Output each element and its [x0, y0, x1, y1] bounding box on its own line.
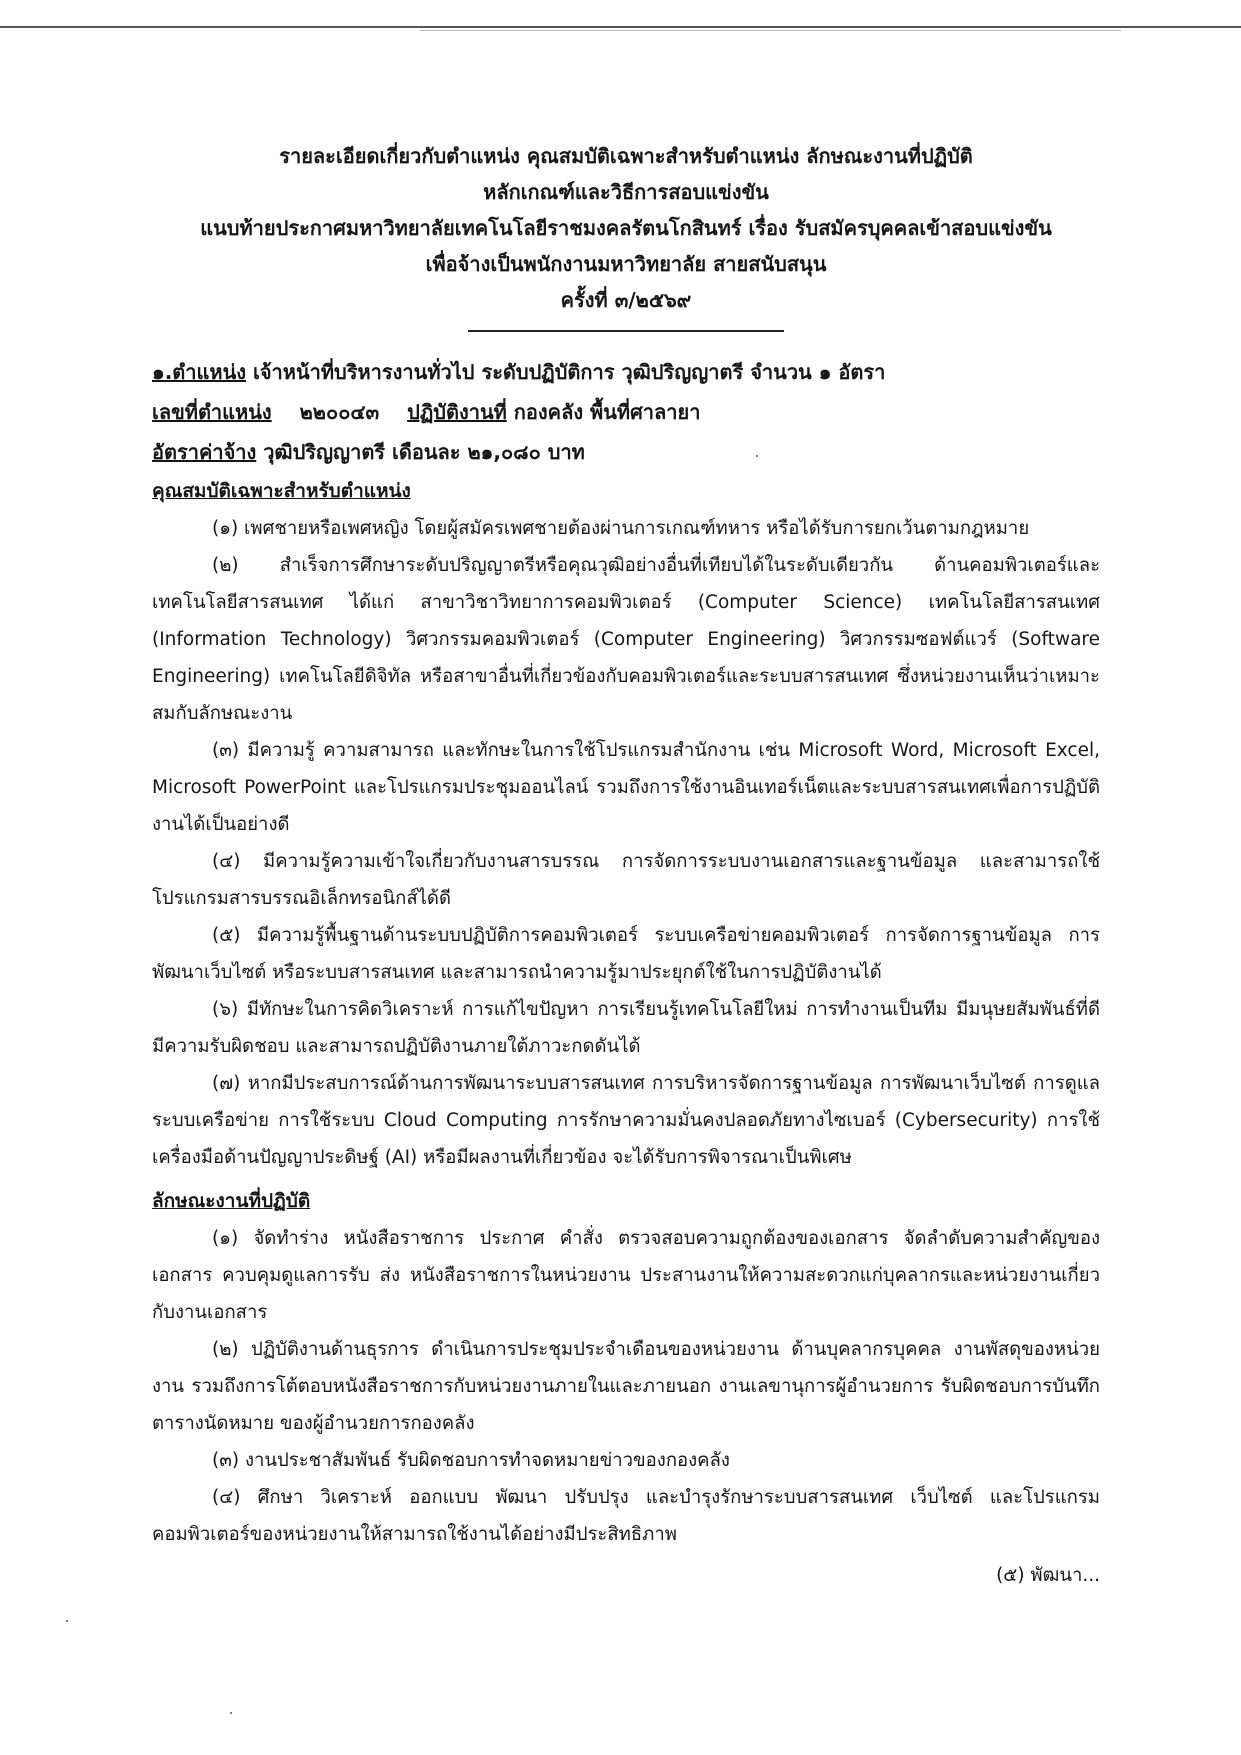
- qualification-item: (๖) มีทักษะในการคิดวิเคราะห์ การแก้ไขปัญหา การเรียนรู้เทคโนโลยีใหม่ การทำงานเป็นทีม มีมนุษยสัมพันธ์ที่ดี มีความรับผิดชอบ และสามารถปฏิบัติงานภายใต้ภาวะกดดันได้: [152, 999, 1100, 1057]
- position-number-label: เลขที่ตำแหน่ง: [152, 400, 272, 424]
- qualification-item: (๓) มีความรู้ ความสามารถ และทักษะในการใช้โปรแกรมสำนักงาน เช่น Microsoft Word, Microsoft Excel, Microsoft PowerPoint และโปรแกรมประชุมออนไลน์ รวมถึงการใช้งานอินเทอร์เน็ตและระบบสารสนเทศเพื่อการปฏิบัติงานได้เป็นอย่างดี: [152, 740, 1100, 835]
- position-number-line: [152, 392, 1100, 432]
- scan-speck: [66, 1620, 68, 1622]
- salary-value: วุฒิปริญญาตรี เดือนละ ๒๑,๐๘๐ บาท: [263, 440, 585, 464]
- position-title-value: เจ้าหน้าที่บริหารงานทั่วไป ระดับปฏิบัติการ วุฒิปริญญาตรี จำนวน ๑ อัตรา: [253, 360, 886, 384]
- continuation-marker: (๕) พัฒนา...: [996, 1565, 1100, 1586]
- duty-item: (๔) ศึกษา วิเคราะห์ ออกแบบ พัฒนา ปรับปรุง และบำรุงรักษาระบบสารสนเทศ เว็บไซต์ และโปรแกรมคอมพิวเตอร์ของหน่วยงานให้สามารถใช้งานได้อย่างมีประสิทธิภาพ: [152, 1487, 1100, 1545]
- header-divider: [468, 330, 784, 332]
- workplace-label: ปฏิบัติงานที่: [407, 400, 507, 424]
- position-number-value: ๒๒๐๐๔๓: [299, 400, 380, 424]
- scan-speck: [230, 1712, 232, 1714]
- qualification-item: (๕) มีความรู้พื้นฐานด้านระบบปฏิบัติการคอมพิวเตอร์ ระบบเครือข่ายคอมพิวเตอร์ การจัดการฐานข้อมูล การพัฒนาเว็บไซต์ หรือระบบสารสนเทศ และสามารถนำความรู้มาประยุกต์ใช้ในการปฏิบัติงานได้: [152, 925, 1100, 983]
- position-title-label: ๑.ตำแหน่ง: [152, 360, 247, 384]
- position-title-line: [152, 352, 1100, 392]
- document-header: [152, 138, 1100, 318]
- scan-edge-line: [420, 30, 1121, 31]
- duty-item: (๑) จัดทำร่าง หนังสือราชการ ประกาศ คำสั่ง ตรวจสอบความถูกต้องของเอกสาร จัดลำดับความสำคัญของเอกสาร ควบคุมดูแลการรับ ส่ง หนังสือราชการในหน่วยงาน ประสานงานให้ความสะดวกแก่บุคลากรและหน่วยงานเกี่ยวกับงานเอกสาร: [152, 1228, 1100, 1323]
- workplace-value: กองคลัง พื้นที่ศาลายา: [513, 400, 701, 424]
- salary-line: [152, 432, 1100, 472]
- duty-item: (๓) งานประชาสัมพันธ์ รับผิดชอบการทำจดหมายข่าวของกองคลัง: [212, 1450, 730, 1471]
- header-line: ครั้งที่ ๓/๒๕๖๙: [560, 288, 692, 312]
- header-line: รายละเอียดเกี่ยวกับตำแหน่ง คุณสมบัติเฉพาะสำหรับตำแหน่ง ลักษณะงานที่ปฏิบัติ: [279, 144, 973, 168]
- qualification-item: (๑) เพศชายหรือเพศหญิง โดยผู้สมัครเพศชายต้องผ่านการเกณฑ์ทหาร หรือได้รับการยกเว้นตามกฎหมาย: [212, 518, 1030, 539]
- qualification-item: (๔) มีความรู้ความเข้าใจเกี่ยวกับงานสารบรรณ การจัดการระบบงานเอกสารและฐานข้อมูล และสามารถใช้โปรแกรมสารบรรณอิเล็กทรอนิกส์ได้ดี: [152, 851, 1100, 909]
- salary-label: อัตราค่าจ้าง: [152, 440, 257, 464]
- duty-item: (๒) ปฏิบัติงานด้านธุรการ ดำเนินการประชุมประจำเดือนของหน่วยงาน ด้านบุคลากรบุคคล งานพัสดุของหน่วยงาน รวมถึงการโต้ตอบหนังสือราชการกับหน่วยงานภายในและภายนอก งานเลขานุการผู้อำนวยการ รับผิดชอบการบันทึกตารางนัดหมาย ของผู้อำนวยการกองคลัง: [152, 1339, 1100, 1434]
- duties-title: ลักษณะงานที่ปฏิบัติ: [152, 1190, 311, 1212]
- qualification-item: (๒) สำเร็จการศึกษาระดับปริญญาตรีหรือคุณวุฒิอย่างอื่นที่เทียบได้ในระดับเดียวกัน ด้านคอมพิวเตอร์และเทคโนโลยีสารสนเทศ ได้แก่ สาขาวิชาวิทยาการคอมพิวเตอร์ (Computer Science) เทคโนโลยีสารสนเทศ (Information Technology) วิศวกรรมคอมพิวเตอร์ (Computer Engineering) วิศวกรรมซอฟต์แวร์ (Software Engineering) เทคโนโลยีดิจิทัล หรือสาขาอื่นที่เกี่ยวข้องกับคอมพิวเตอร์และระบบสารสนเทศ ซึ่งหน่วยงานเห็นว่าเหมาะสมกับลักษณะงาน: [152, 555, 1100, 724]
- scan-edge-line: [0, 26, 1241, 28]
- header-line: หลักเกณฑ์และวิธีการสอบแข่งขัน: [483, 180, 769, 204]
- qualification-item: (๗) หากมีประสบการณ์ด้านการพัฒนาระบบสารสนเทศ การบริหารจัดการฐานข้อมูล การพัฒนาเว็บไซต์ การดูแลระบบเครือข่าย การใช้ระบบ Cloud Computing การรักษาความมั่นคงปลอดภัยทางไซเบอร์ (Cybersecurity) การใช้เครื่องมือด้านปัญญาประดิษฐ์ (AI) หรือมีผลงานที่เกี่ยวข้อง จะได้รับการพิจารณาเป็นพิเศษ: [152, 1073, 1100, 1168]
- header-line: เพื่อจ้างเป็นพนักงานมหาวิทยาลัย สายสนับสนุน: [425, 252, 827, 276]
- header-line: แนบท้ายประกาศมหาวิทยาลัยเทคโนโลยีราชมงคลรัตนโกสินทร์ เรื่อง รับสมัครบุคคลเข้าสอบแข่งขัน: [200, 216, 1052, 240]
- qualifications-title: คุณสมบัติเฉพาะสำหรับตำแหน่ง: [152, 480, 411, 502]
- document-page: [152, 138, 1100, 1594]
